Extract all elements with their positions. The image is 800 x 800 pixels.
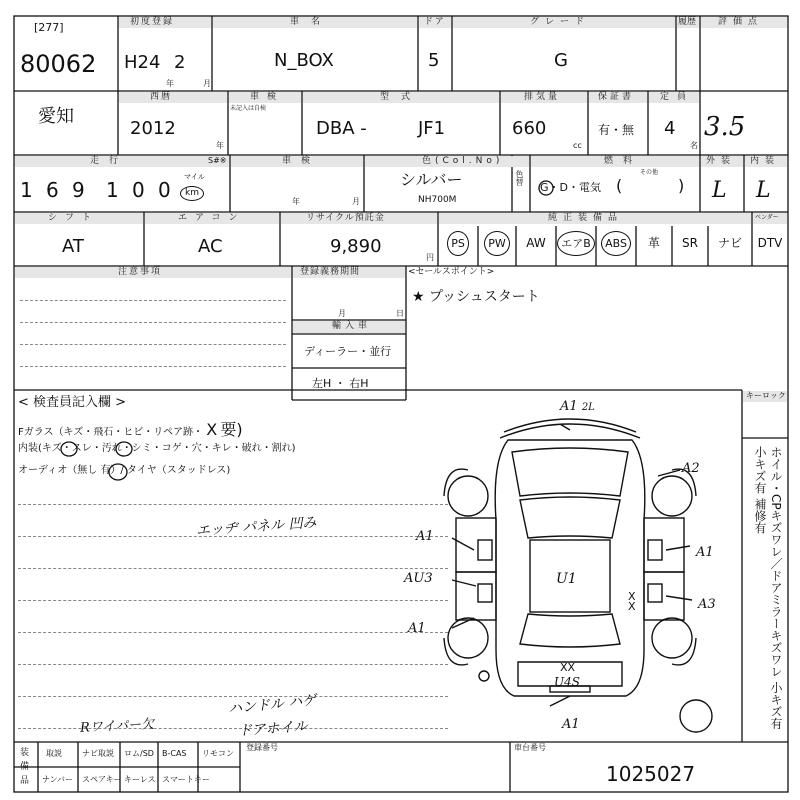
equipment-checkbox-label: ロム/SD (124, 749, 154, 758)
chassis-header: 車台番号 (514, 743, 546, 752)
car-name: N_BOX (274, 50, 334, 71)
hand-note-panel: エッヂ パネル 凹み (195, 514, 318, 540)
equipment-checkbox-label: B-CAS (162, 749, 187, 758)
caution-line (20, 344, 286, 345)
mileage-digit: 1 (20, 178, 33, 202)
first-reg-month: 2 (174, 52, 186, 73)
year-value: 2012 (130, 118, 176, 139)
s-header: S#※ (208, 156, 227, 165)
lot-number: 80062 (20, 50, 97, 78)
inspector-header: < 検査員記入欄 > (18, 395, 127, 410)
equipment-label: AW (526, 236, 546, 250)
equipment-checkbox-label: 取説 (46, 749, 62, 758)
caution-line (20, 300, 286, 301)
reg-note: 未記入は自検 (230, 105, 267, 112)
equipment-item (672, 226, 708, 260)
equipment-checkbox-label: スペアキー (82, 775, 122, 784)
inspector-line (18, 568, 448, 569)
warranty-header: 保証書 (598, 92, 635, 102)
mileage-digit: 0 (158, 178, 171, 202)
mark-right-xx: X X (628, 590, 636, 613)
reg-number-header: 登録番号 (246, 743, 278, 752)
equipment-checkbox-label: キーレス (124, 775, 156, 784)
color-name: シルバー (400, 170, 463, 189)
mark-roof: U1 (556, 571, 577, 587)
displacement-header: 排気量 (524, 92, 561, 102)
ac-value: AC (198, 236, 223, 257)
reg-deadline-header: 登録義務期間 (300, 267, 361, 277)
color-change-label: 色替 (515, 170, 524, 186)
equipment-checkbox-label: スマートキー (162, 775, 210, 784)
inspector-line (18, 504, 448, 505)
steering-value: 左H ・ 右H (312, 377, 369, 390)
mark-left-door-front: A1 (416, 529, 434, 544)
doors-header: ドア (424, 17, 446, 27)
mark-rear-xx: XX (560, 661, 576, 674)
score-value: 3.5 (704, 112, 746, 142)
equipment-label: ABS (601, 231, 631, 256)
equipment-checkbox-label: ナビ取説 (82, 749, 114, 758)
inspector-line (18, 632, 448, 633)
history-header: 履歴 (678, 17, 697, 27)
equipment-item (752, 226, 788, 260)
equipment-item (516, 226, 556, 260)
equipment-item (636, 226, 672, 260)
glass-line (18, 422, 243, 438)
equipment-label: エアB (557, 231, 595, 256)
mileage-digit: 6 (46, 178, 59, 202)
equipment-label: PS (447, 231, 469, 256)
km-label: km (180, 186, 204, 201)
mark-rear: A1 (562, 717, 580, 732)
equipment-header: 純正装備品 (548, 213, 624, 223)
reg-header: 車検 (250, 92, 285, 102)
recycle-amount: 9,890 (330, 236, 382, 257)
sales-point: ★ プッシュスタート (412, 289, 540, 305)
mileage-digit: 1 (106, 178, 119, 202)
fuel-header: 燃料 (604, 156, 643, 166)
color-header: 色(Col.No) (422, 156, 504, 166)
equipment-item (438, 226, 478, 260)
recycle-header: リサイクル預託金 (306, 213, 385, 223)
mark-right-door-front: A1 (696, 545, 714, 560)
keylock-label: キーロック (746, 391, 786, 400)
first-reg-header: 初度登録 (130, 17, 175, 27)
sales-point-header: <セールスポイント> (408, 267, 495, 277)
import-header: 輸入車 (332, 321, 372, 331)
glass-line-suffix: 要) (220, 420, 243, 439)
exterior-header: 外装 (706, 156, 737, 166)
displacement-value: 660 (512, 118, 547, 139)
mark-front-right-wheel: A2 (682, 461, 700, 476)
lot-bracket: [277] (34, 21, 64, 34)
interior-grade: L (756, 178, 771, 203)
mileage-header: 走行 (90, 156, 129, 166)
equipment-label: PW (484, 231, 510, 256)
equipment-checkbox-label: リモコン (202, 749, 234, 758)
shift-header: シフト (48, 213, 100, 223)
equipment-item (556, 226, 596, 260)
item-side-label: 装備品 (20, 748, 30, 786)
audio-yes-circle (108, 462, 128, 482)
ac-header: エアコン (178, 213, 246, 223)
equipment-label: SR (682, 236, 698, 250)
side-note: ホイル・CPキズワレ／ドアミラーキズワレ 小キズ有 小キズ有 補修有 (753, 446, 783, 730)
doors-value: 5 (428, 50, 440, 71)
equipment-item (478, 226, 516, 260)
inspector-line (18, 600, 448, 601)
score-header: 評価点 (718, 17, 764, 27)
recycle-unit: 円 (426, 253, 434, 262)
mileage-digits (20, 180, 184, 200)
glass-line-prefix: Fガラス（キズ・飛石・ヒビ・リペア跡・ (18, 427, 204, 438)
model-code: JF1 (418, 118, 446, 139)
fuel-options: G・D・電気 (540, 181, 601, 194)
fuel-other: その他 (640, 169, 659, 176)
reg-deadline-month: 月 (338, 309, 346, 318)
car-name-header: 車名 (290, 17, 333, 27)
equipment-label: 革 (647, 236, 660, 250)
region: 愛知 (38, 106, 74, 127)
mark-right-door-rear: A3 (698, 597, 716, 612)
hand-note-handle: ハンドル ハゲ (227, 692, 318, 718)
interior-kizu-circle (60, 440, 78, 458)
interior-yogore-circle (115, 440, 133, 458)
equipment-checkbox-label: ナンバー (42, 775, 74, 784)
hand-note-wiper: Rワイパー欠 (79, 717, 155, 736)
displacement-unit: cc (573, 141, 582, 150)
mileage-digit: 0 (132, 178, 145, 202)
first-reg-month-label: 月 (203, 79, 211, 88)
mark-front: A1 2L (560, 399, 595, 414)
mile-label: マイル (184, 173, 205, 181)
mark-left-rear: A1 (408, 621, 426, 636)
mark-left-door-rear: AU3 (404, 571, 433, 586)
warranty-value: 有・無 (598, 123, 635, 137)
chassis-number: 1025027 (606, 762, 696, 786)
color-code: NH700M (418, 195, 457, 205)
reg-deadline-day: 日 (396, 309, 404, 318)
fuel-selected-circle (538, 180, 554, 196)
first-reg-era: H24 (124, 52, 161, 73)
inspection-year-label: 年 (292, 197, 300, 206)
equipment-label: ナビ (717, 236, 742, 250)
exterior-grade: L (712, 178, 727, 203)
capacity-unit: 名 (690, 141, 698, 150)
model-header: 型式 (380, 92, 423, 102)
shift-value: AT (62, 236, 84, 257)
interior-line: 内装(キズ・スレ・汚れ・シミ・コゲ・穴・キレ・破れ・割れ) (18, 443, 296, 454)
year-unit: 年 (216, 141, 224, 150)
glass-mark: X (206, 420, 218, 439)
equipment-item (708, 226, 752, 260)
first-reg-year-label: 年 (166, 79, 174, 88)
fuel-paren-open: ( (616, 176, 623, 195)
caution-header: 注意事項 (118, 267, 163, 277)
mileage-digit: 9 (72, 178, 85, 202)
capacity-value: 4 (664, 118, 676, 139)
year-header: 西暦 (150, 92, 173, 102)
fuel-paren-close: ) (678, 176, 685, 195)
car-diagram (400, 400, 740, 740)
grade-value: G (554, 50, 568, 71)
wheel-header: ベンダー (755, 214, 779, 221)
capacity-header: 定員 (660, 92, 695, 102)
mark-rear-bumper: U4S (554, 675, 580, 689)
inspection-header: 車検 (282, 156, 321, 166)
equipment-label: DTV (757, 236, 783, 250)
interior-header: 内装 (750, 156, 781, 166)
inspector-line (18, 696, 448, 697)
caution-line (20, 366, 286, 367)
hand-note-door: ドアホイル (237, 718, 309, 740)
model-prefix: DBA - (316, 118, 367, 139)
import-value: ディーラー・並行 (304, 345, 392, 358)
caution-line (20, 322, 286, 323)
inspector-line (18, 664, 448, 665)
audio-line: オーディオ（無し 有）/ タイヤ（スタッドレス) (18, 465, 231, 476)
inspection-month-label: 月 (352, 197, 360, 206)
equipment-item (596, 226, 636, 260)
grade-header: グレード (530, 17, 591, 27)
